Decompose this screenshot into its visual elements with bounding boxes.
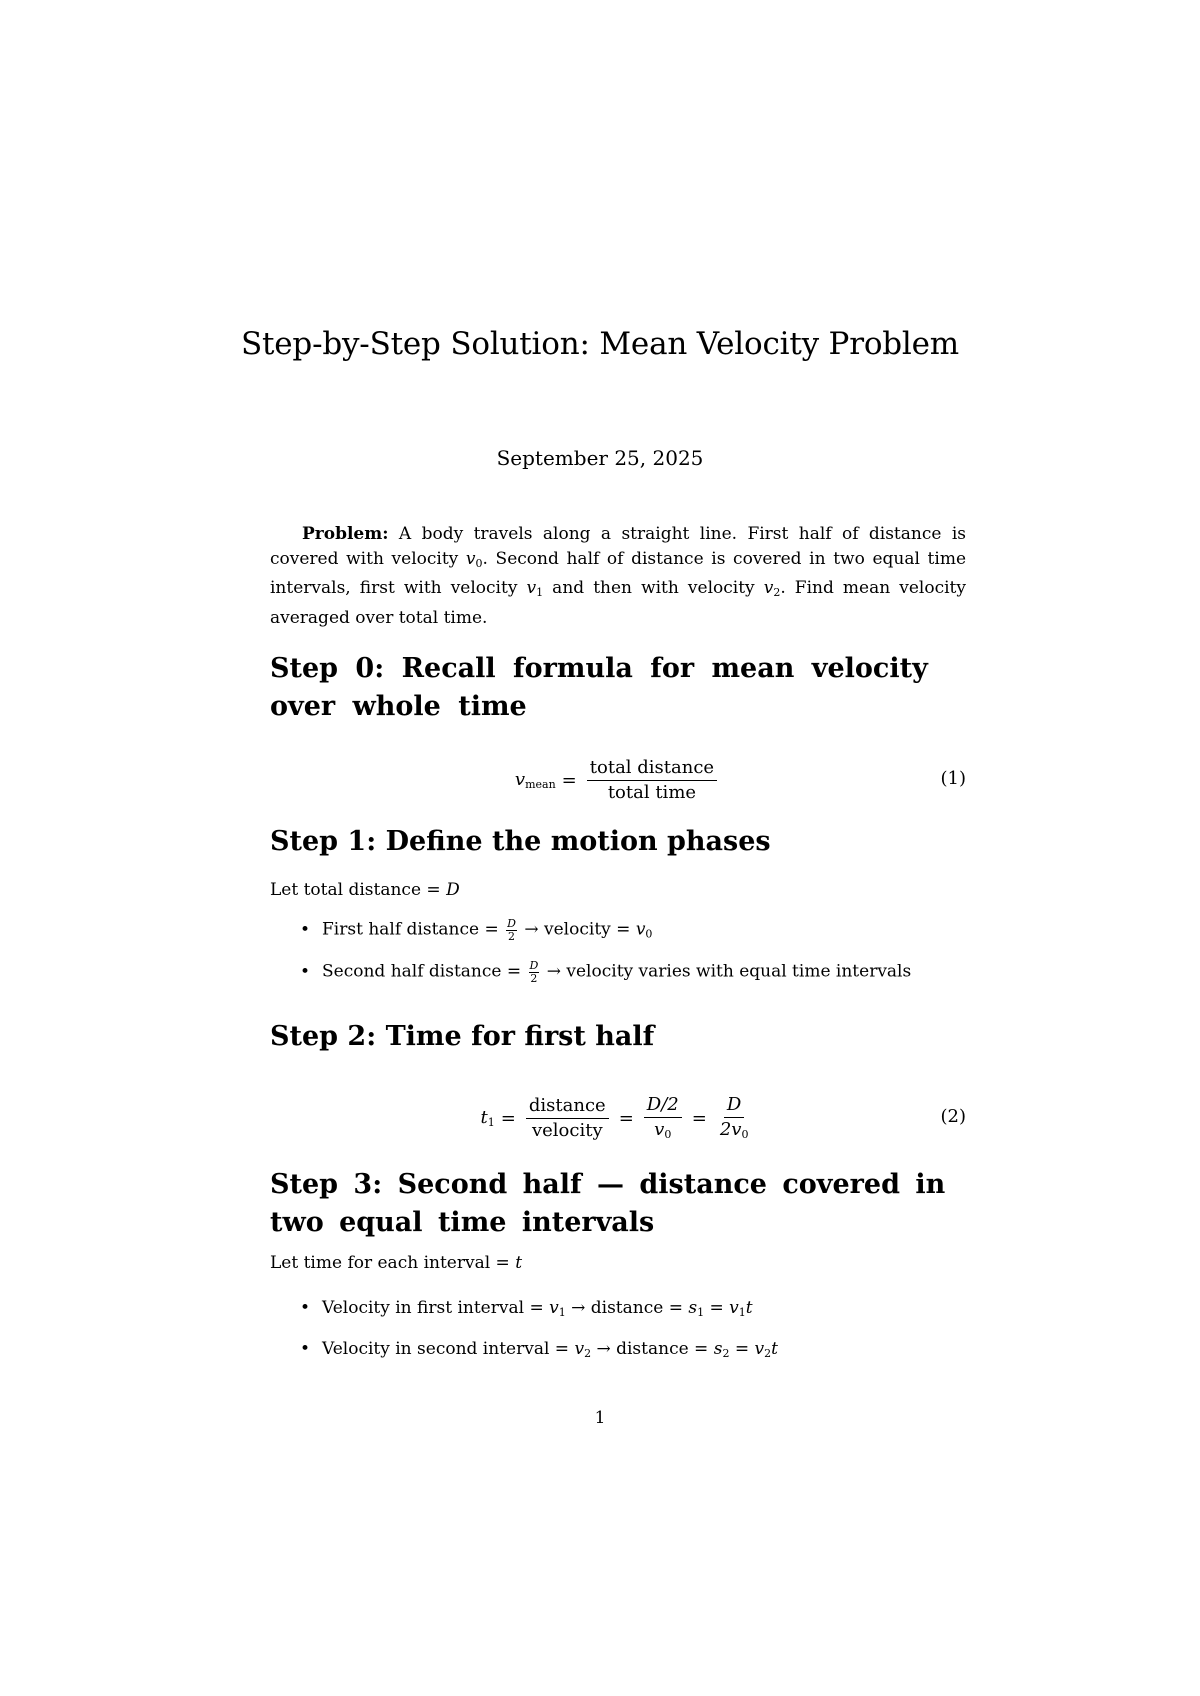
bullet-icon: • bbox=[300, 919, 311, 940]
list-item bbox=[300, 918, 652, 942]
eq1-numerator: total distance bbox=[587, 758, 717, 781]
equation-number-1: (1) bbox=[940, 768, 966, 789]
var-v: v bbox=[635, 919, 646, 940]
step3-heading: Step 3: Second half — distance covered in two equal time intervals bbox=[270, 1169, 946, 1238]
document-date: September 25, 2025 bbox=[496, 446, 704, 470]
frac-den: 2 bbox=[508, 929, 516, 943]
var-t: t bbox=[745, 1298, 753, 1318]
var-v: v bbox=[526, 578, 537, 598]
sub-1: 1 bbox=[536, 586, 544, 599]
eq2-fraction-3 bbox=[717, 1095, 752, 1141]
var-t: t bbox=[771, 1339, 778, 1359]
var-v: v bbox=[654, 1118, 665, 1140]
eq1-fraction bbox=[587, 758, 717, 803]
sub-2: 2 bbox=[722, 1347, 730, 1360]
eq2-fraction-1 bbox=[526, 1096, 609, 1141]
equation-2 bbox=[270, 1090, 966, 1146]
problem-text-1: A body travels along a straight line. First half of distance is covered with velocity bbox=[270, 524, 966, 569]
bullet-icon: • bbox=[300, 1298, 311, 1318]
fraction-D-over-2 bbox=[529, 960, 540, 984]
problem-label: Problem: bbox=[302, 524, 389, 544]
step1-let-line bbox=[270, 880, 966, 900]
equals-sign: = bbox=[729, 1339, 755, 1359]
bullet-icon: • bbox=[300, 1339, 311, 1359]
frac-num: distance bbox=[526, 1096, 609, 1119]
frac-den bbox=[717, 1118, 752, 1141]
equals-sign: = bbox=[500, 1107, 516, 1129]
step2-heading: Step 2: Time for first half bbox=[270, 1021, 655, 1052]
var-v: v bbox=[549, 1298, 559, 1318]
frac-num: D bbox=[724, 1095, 744, 1118]
eq1-denominator: total time bbox=[607, 781, 697, 803]
var-2v: 2v bbox=[719, 1118, 742, 1140]
problem-statement bbox=[270, 522, 966, 630]
frac-den bbox=[651, 1118, 674, 1141]
bullet-text: First half distance = bbox=[322, 919, 505, 940]
var-D: D bbox=[446, 880, 460, 900]
var-s: s bbox=[713, 1339, 723, 1359]
list-item bbox=[300, 960, 911, 984]
fraction-D-over-2 bbox=[506, 918, 517, 942]
var-t: t bbox=[515, 1253, 523, 1273]
bullet-text: Second half distance = bbox=[322, 961, 527, 982]
frac-den: 2 bbox=[530, 971, 538, 985]
equals-sign: = bbox=[561, 769, 577, 791]
step0-heading: Step 0: Recall formula for mean velocity over whole time bbox=[270, 653, 928, 722]
step1-heading: Step 1: Define the motion phases bbox=[270, 826, 771, 857]
eq1-lhs bbox=[515, 769, 556, 791]
sub-0: 0 bbox=[645, 927, 653, 941]
problem-text-3: and then with velocity bbox=[543, 578, 764, 598]
frac-num: D bbox=[529, 959, 539, 972]
frac-num: D/2 bbox=[644, 1095, 682, 1118]
var-v: v bbox=[574, 1339, 585, 1359]
var-s: s bbox=[688, 1298, 698, 1318]
bullet-mid: → distance = bbox=[591, 1339, 714, 1359]
sub-2: 2 bbox=[773, 586, 781, 599]
page-number: 1 bbox=[594, 1408, 606, 1428]
sub-0: 0 bbox=[741, 1127, 749, 1141]
var-v: v bbox=[754, 1339, 765, 1359]
sub-0: 0 bbox=[475, 556, 483, 570]
var-t: t bbox=[480, 1107, 488, 1128]
sub-mean: mean bbox=[525, 778, 556, 791]
equals-sign: = bbox=[691, 1107, 707, 1129]
sub-2: 2 bbox=[584, 1347, 592, 1360]
sub-2: 2 bbox=[764, 1347, 772, 1360]
eq2-fraction-2 bbox=[644, 1095, 682, 1141]
var-v: v bbox=[465, 548, 476, 569]
frac-den: velocity bbox=[531, 1119, 603, 1141]
bullet-tail: → velocity = bbox=[518, 919, 636, 940]
document-title: Step-by-Step Solution: Mean Velocity Problem bbox=[240, 326, 959, 362]
var-v: v bbox=[729, 1298, 739, 1318]
equals-sign: = bbox=[618, 1107, 634, 1129]
step3-let-line bbox=[270, 1253, 966, 1273]
frac-num: D bbox=[507, 917, 516, 930]
var-v: v bbox=[514, 769, 526, 790]
let-text: Let total distance = bbox=[270, 880, 447, 900]
equation-number-2: (2) bbox=[940, 1106, 966, 1127]
sub-1: 1 bbox=[697, 1306, 705, 1319]
sub-1: 1 bbox=[738, 1306, 746, 1319]
sub-0: 0 bbox=[664, 1127, 672, 1141]
let-text: Let time for each interval = bbox=[270, 1253, 516, 1273]
bullet-tail: → velocity varies with equal time intervals bbox=[541, 961, 912, 982]
bullet-mid: → distance = bbox=[565, 1298, 689, 1318]
sub-1: 1 bbox=[558, 1306, 566, 1319]
sub-1: 1 bbox=[487, 1116, 495, 1129]
bullet-icon: • bbox=[300, 961, 311, 982]
list-item bbox=[300, 1339, 778, 1360]
problem-text-4: . Find mean velocity averaged over total time. bbox=[270, 578, 966, 628]
bullet-text: Velocity in first interval = bbox=[322, 1298, 550, 1318]
equals-sign: = bbox=[704, 1298, 730, 1318]
problem-text-2: . Second half of distance is covered in two equal time intervals, first with velocity bbox=[270, 548, 967, 598]
var-v: v bbox=[763, 578, 774, 598]
list-item bbox=[300, 1298, 753, 1319]
eq2-lhs bbox=[481, 1107, 495, 1129]
equation-1 bbox=[270, 752, 966, 808]
bullet-text: Velocity in second interval = bbox=[322, 1339, 575, 1359]
